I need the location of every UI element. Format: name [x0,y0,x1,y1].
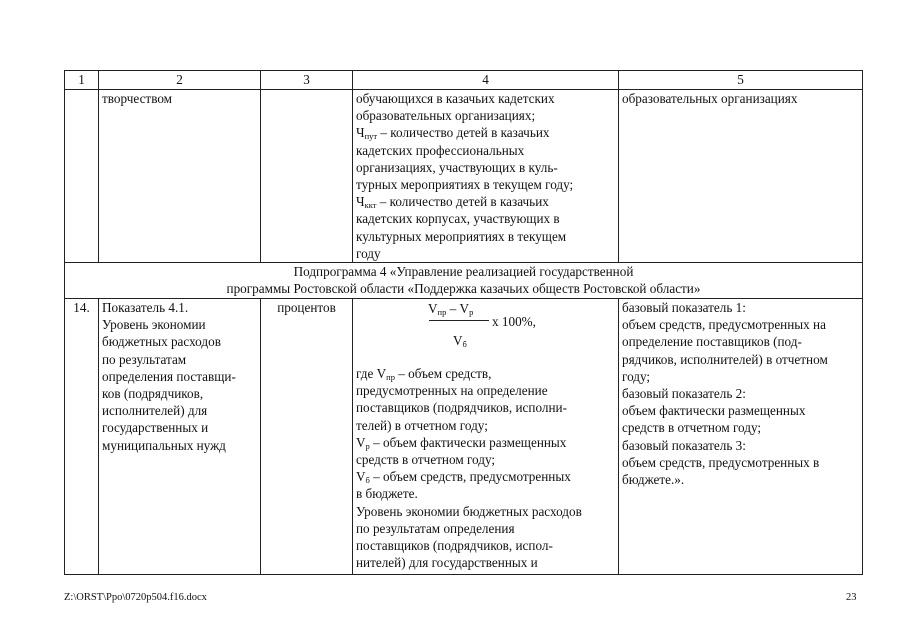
row-number-cell: 14. [65,299,99,575]
fraction-bar [429,320,489,321]
text-line: ков (подрядчиков, [102,386,204,402]
formula-denominator: $V_б$ [453,333,467,350]
text-line: рядчиков, исполнителей) в отчетном [622,351,828,367]
subprogram-title [65,263,863,299]
text-line: кадетских профессиональных [356,142,525,158]
text-line: телей) в отчетном году; [356,417,488,433]
text-line: Показатель 4.1. [102,300,189,316]
text-line: предусмотренных на определение [356,383,548,399]
text-line: культурных мероприятиях в текущем [356,228,567,244]
text-line: по результатам [102,351,187,367]
text-line: определения поставщи- [102,368,236,384]
text-line: кадетских корпусах, участвующих в [356,211,560,227]
text-line: $V_б$ – объем средств, предусмотренных [356,469,571,486]
text-line: бюджетных расходов [102,334,221,350]
text-line: году; [622,368,651,384]
text-line: средств в отчетном году; [622,420,762,436]
text-line: творчеством [102,91,173,106]
method-cell [353,299,619,575]
text-line: обучающихся в казачьих кадетских [356,91,555,106]
indicator-name-cell [99,299,261,575]
text-line: организациях, участвующих в куль- [356,159,558,175]
base-indicators-cell [619,299,863,575]
base-indicators-cell [619,90,863,263]
text-line: исполнителей) для [102,403,208,419]
unit-cell: процентов [261,299,353,575]
text-line: базовый показатель 3: [622,437,746,453]
text-line: Уровень экономии бюджетных расходов [356,503,582,519]
text-line: году [356,245,381,261]
column-number: 3 [261,71,353,90]
text-line: $V_р$ – объем фактически размещенных [356,434,567,451]
column-number: 2 [99,71,261,90]
text-line: нителей) для государственных и [356,555,538,571]
text-line: образовательных организациях [622,91,798,106]
text-line: муниципальных нужд [102,437,226,453]
text-line: объем средств, предусмотренных на [622,317,826,333]
subprogram-line: программы Ростовской области «Поддержка казачьих обществ Ростовской области» [226,281,701,297]
text-line: поставщиков (подрядчиков, испол- [356,538,553,554]
row-number-cell [65,90,99,263]
text-line: определение поставщиков (под- [622,334,802,350]
method-cell [353,90,619,263]
indicator-name-cell [99,90,261,263]
text-line: поставщиков (подрядчиков, исполни- [356,400,567,416]
text-line: в бюджете. [356,486,418,502]
text-line: турных мероприятиях в текущем году; [356,177,574,193]
text-line: где $V_{пр}$ – объем средств, [356,366,492,383]
column-number: 5 [619,71,863,90]
formula [356,299,615,365]
subprogram-line: Подпрограмма 4 «Управление реализацией государственной [293,264,634,280]
text-line: средств в отчетном году; [356,452,496,468]
column-number: 1 [65,71,99,90]
text-line: объем фактически размещенных [622,403,806,419]
text-line: $Ч_{ккт}$ – количество детей в казачьих [356,194,549,211]
page-number: 23 [846,592,857,603]
unit-cell [261,90,353,263]
text-line: Уровень экономии [102,317,206,333]
formula-multiplier: x 100%, [492,314,536,330]
indicator-table [64,70,863,575]
text-line: базовый показатель 2: [622,386,746,402]
column-number: 4 [353,71,619,90]
text-line: образовательных организациях; [356,108,536,124]
text-line: базовый показатель 1: [622,300,746,316]
footer-file-path: Z:\ORST\Ppo\0720p504.f16.docx [64,592,207,603]
text-line: бюджете.». [622,472,685,488]
formula-numerator: $V_{пр} - V_р$ [428,301,474,318]
text-line: объем средств, предусмотренных в [622,454,820,470]
table-row [65,299,863,575]
text-line: по результатам определения [356,520,515,536]
subprogram-row [65,263,863,299]
text-line: государственных и [102,420,209,436]
column-number-row [65,71,863,90]
text-line: $Ч_{пут}$ – количество детей в казачьих [356,125,550,142]
table-row [65,90,863,263]
